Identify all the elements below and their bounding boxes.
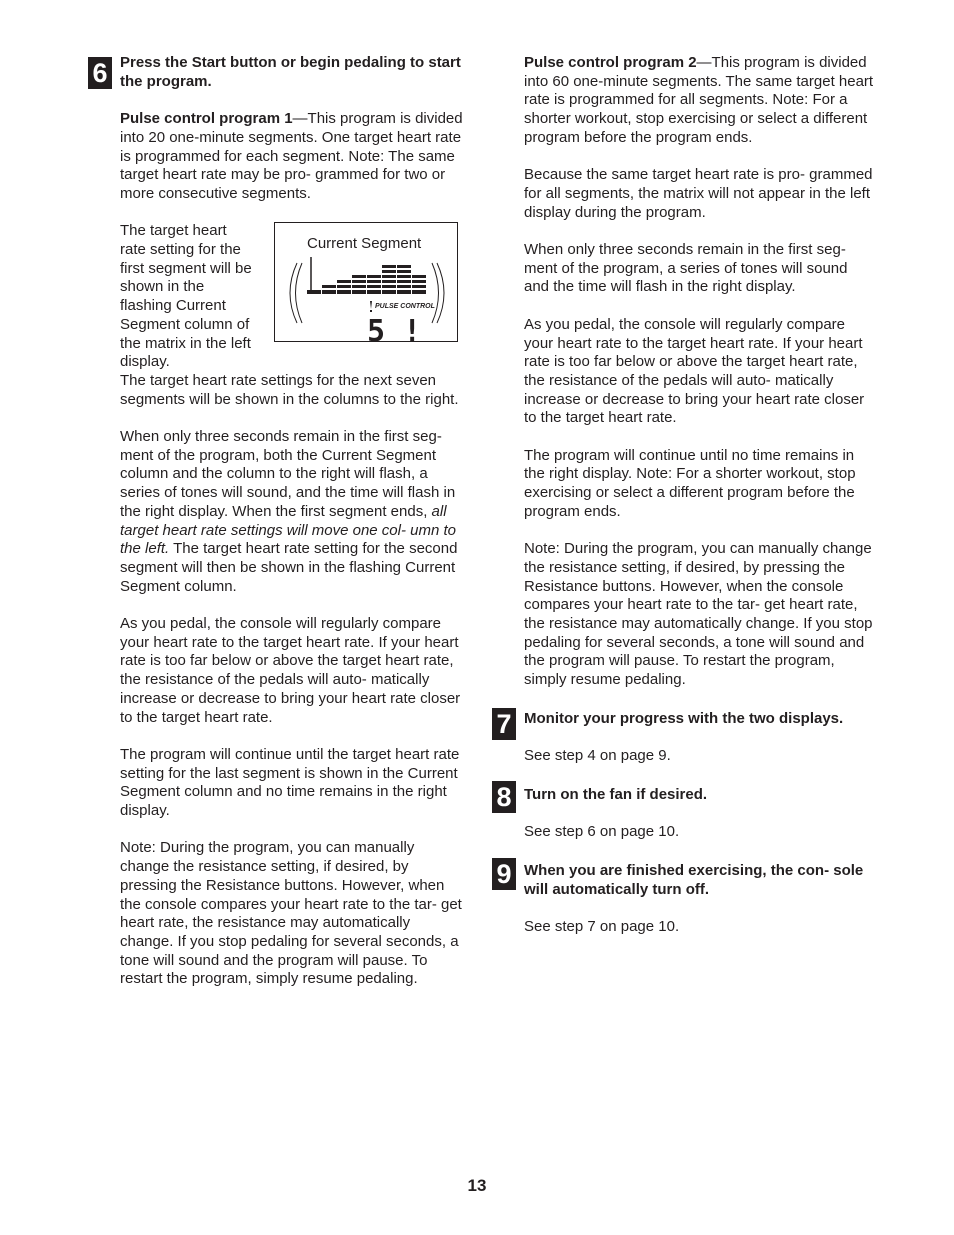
console-display-figure: [274, 222, 458, 342]
left-column: [120, 54, 466, 1008]
three-seconds-paragraph: When only three seconds remain in the first seg- ment of the program, both the Current Segment column and the column to the right will flash, a series of tones will sound, and the time will flash in the right display. When the first segment ends, all target heart rate settings will move one col- umn to the left. The target heart rate setting for the second segment will then be shown in the flashing Current Segment column.: [120, 428, 458, 595]
step-number-6: 6: [88, 57, 112, 89]
resistance-note-paragraph: Note: During the program, you can manually change the resistance setting, if desired, by pressing the Resistance buttons. However, when the console compares your heart rate to the tar- get heart rate, the resistance may automatically change. If you stop pedaling for several seconds, a tone will sound and the program will pause. To restart the program, simply resume pedaling.: [120, 839, 462, 988]
step6-heading: Press the Start button or begin pedaling to start the program.: [120, 54, 461, 90]
step7-text: See step 4 on page 9.: [524, 747, 671, 765]
step7-heading: Monitor your progress with the two displays.: [524, 709, 844, 727]
program-continue-paragraph: The program will continue until the target heart rate setting for the last segment is shown in the Current Segment column and no time remains in the right display.: [120, 745, 460, 820]
step-number-8: 8: [492, 781, 516, 813]
pulse-program-1-paragraph: Pulse control program 1—This program is divided into 20 one-minute segments. One target heart rate is programmed for each segment. Note: The same target heart rate may be pro- grammed for two or more consecutive segments.: [120, 110, 463, 202]
step9-heading: When you are finished exercising, the con- sole will automatically turn off.: [524, 862, 864, 898]
step8-text: See step 6 on page 10.: [524, 823, 680, 841]
lcd-digits: 5 !: [367, 314, 422, 344]
matrix-display-illustration: [275, 223, 459, 343]
three-seconds-paragraph-2: When only three seconds remain in the first seg- ment of the program, a series of tones will sound and the time will flash in the right display.: [524, 241, 848, 296]
step-number-7: 7: [492, 708, 516, 740]
program-continue-paragraph-2: The program will continue until no time remains in the right display. Note: For a shorter workout, stop exercising or select a different program before the program ends.: [524, 446, 856, 520]
heart-rate-compare-paragraph: As you pedal, the console will regularly compare your heart rate to the target heart rate. If your heart rate is too far below or above the target heart rate, the resistance of the pedals will auto- matically increase or decrease to bring your heart rate closer to the target heart rate.: [120, 615, 461, 726]
step-number-9: 9: [492, 858, 516, 890]
pulse-program-1-title: Pulse control program 1: [120, 110, 293, 128]
step9-text: See step 7 on page 10.: [524, 918, 680, 936]
figure-wrap: [120, 222, 466, 372]
right-column: [496, 54, 874, 956]
next-seven-segments-paragraph: The target heart rate settings for the next seven segments will be shown in the columns to the right.: [120, 371, 459, 408]
step-9: [496, 859, 874, 937]
pulse-control-badge: PULSE CONTROL: [375, 303, 435, 311]
resistance-note-paragraph-2: Note: During the program, you can manually change the resistance setting, if desired, by pressing the Resistance buttons. However, when the console compares your heart rate to the tar- get heart rate, the resistance may automatically change. If you stop pedaling for several seconds, a tone will sound and the program will pause. To restart the program, simply resume pedaling.: [524, 540, 873, 689]
current-segment-label: Current Segment: [307, 235, 422, 253]
step8-heading: Turn on the fan if desired.: [524, 785, 708, 803]
pulse-program-2-title: Pulse control program 2: [524, 54, 697, 71]
pulse-program-2-paragraph: Pulse control program 2—This program is divided into 60 one-minute segments. The same target heart rate is programmed for all segments. Note: For a shorter workout, stop exercising or select a different program before the program ends.: [524, 54, 874, 146]
matrix-not-appear-paragraph: Because the same target heart rate is pro- grammed for all segments, the matrix will not appear in the left display during the program.: [524, 166, 873, 221]
step-7: [496, 708, 874, 766]
target-heart-rate-paragraph: The target heart rate setting for the first segment will be shown in the flashing Current Segment column of the matrix in the left display.: [120, 222, 252, 371]
heart-rate-compare-paragraph-2: As you pedal, the console will regularly compare your heart rate to the target heart rate. If your heart rate is too far below or above the target heart rate, the resistance of the pedals will auto- matically increase or decrease to bring your heart rate closer to the target heart rate.: [524, 315, 865, 427]
step-8: [496, 781, 874, 842]
page-number: 13: [467, 1176, 487, 1195]
